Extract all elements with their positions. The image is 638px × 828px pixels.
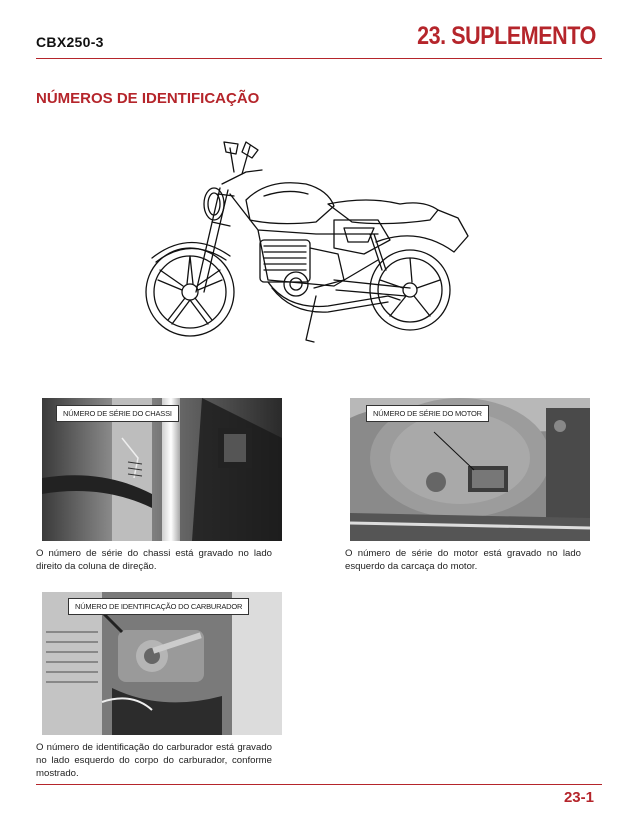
model-name: CBX250-3 [36,34,104,50]
header-rule [36,58,602,59]
motorcycle-illustration [138,130,478,365]
footer-rule [36,784,602,785]
chapter-title: 23. SUPLEMENTO [417,22,596,50]
engine-caption: O número de série do motor está gravado no lado esquerdo da carcaça do motor. [345,548,581,572]
chassis-caption: O número de série do chassi está gravado no lado direito da coluna de direção. [36,548,272,572]
carburetor-number-callout: NÚMERO DE IDENTIFICAÇÃO DO CARBURADOR [68,598,249,615]
section-title: NÚMEROS DE IDENTIFICAÇÃO [36,90,260,107]
chassis-number-callout: NÚMERO DE SÉRIE DO CHASSI [56,405,179,422]
engine-number-callout: NÚMERO DE SÉRIE DO MOTOR [366,405,489,422]
page-number: 23-1 [563,789,594,806]
carburetor-caption: O número de identificação do carburador está gravado no lado esquerdo do corpo do carburador, conforme mostrado. [36,742,272,779]
